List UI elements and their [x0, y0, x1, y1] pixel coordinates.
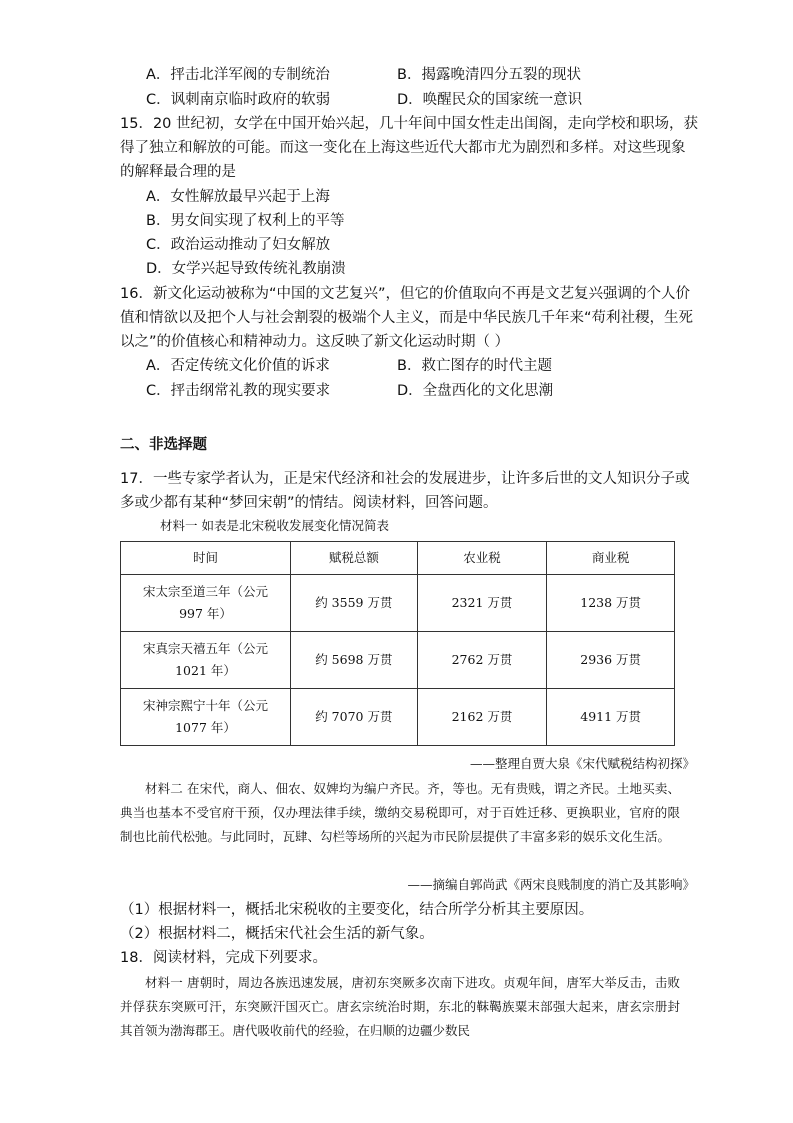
q17-stem-line2: 多或少都有某种“梦回宋朝”的情结。阅读材料，回答问题。: [120, 495, 498, 511]
q17-subquestion-2: （2）根据材料二，概括宋代社会生活的新气象。: [120, 926, 434, 942]
q17-stem-line1: 17．一些专家学者认为，正是宋代经济和社会的发展进步，让许多后世的文人知识分子或: [120, 471, 690, 487]
q16-option-d: D．全盘西化的文化思潮: [397, 383, 554, 399]
q16-option-a: A．否定传统文化价值的诉求: [146, 358, 330, 374]
q14-option-a: A．抨击北洋军阀的专制统治: [146, 67, 330, 83]
table-row: [121, 632, 675, 689]
table-cell-time: [121, 575, 291, 632]
table-cell-comm: 2936 万贯: [547, 632, 675, 689]
tax-table: [120, 541, 675, 746]
table-row: [121, 689, 675, 746]
time-part-b: 1021 年）: [175, 663, 236, 678]
table-cell-agri: 2321 万贯: [417, 575, 547, 632]
q16-stem-line2: 值和情欲以及把个人与社会割裂的极端个人主义，而是中华民族几千年来“苟利社稷，生死: [120, 310, 694, 326]
table-cell-time: [121, 689, 291, 746]
table-cell-total: 约 5698 万贯: [290, 632, 417, 689]
table-cell-agri: 2762 万贯: [417, 632, 547, 689]
q16-option-b: B．救亡图存的时代主题: [397, 358, 552, 374]
material2-text: 材料二 在宋代，商人、佃农、奴婢均为编户齐民。齐，等也。无有贵贱，谓之齐民。土地买卖、典当也基本不受官府干预，仅办理法律手续，缴纳交易税即可，对于百姓迁移、更换职业，官府的限制也比前代松弛。与此同时，瓦肆、勾栏等场所的兴起为市民阶层提供了丰富多彩的娱乐文化生活。: [120, 781, 680, 844]
table-header-cell: 商业税: [547, 542, 675, 575]
q14-option-b: B．揭露晚清四分五裂的现状: [397, 67, 581, 83]
time-part-a: 宋太宗至道三年（公元: [142, 584, 268, 599]
table-cell-total: 约 7070 万贯: [290, 689, 417, 746]
table-header-row: [121, 542, 675, 575]
table-header-cell: 农业税: [417, 542, 547, 575]
q14-option-c: C．讽刺南京临时政府的软弱: [146, 92, 331, 108]
q15-option-a: A．女性解放最早兴起于上海: [146, 189, 330, 205]
table-cell-comm: 4911 万贯: [547, 689, 675, 746]
material2-source: ——摘编自郭尚武《两宋良贱制度的消亡及其影响》: [407, 877, 695, 892]
q15-stem-line1: 15．20 世纪初，女学在中国开始兴起，几十年间中国女性走出闺阁，走向学校和职场，获: [120, 116, 699, 132]
table-cell-total: 约 3559 万贯: [290, 575, 417, 632]
table-header-cell: 时间: [121, 542, 291, 575]
q16-option-c: C．抨击纲常礼教的现实要求: [146, 383, 331, 399]
table-cell-agri: 2162 万贯: [417, 689, 547, 746]
q15-stem-line3: 的解释最合理的是: [120, 164, 236, 180]
q15-stem-line2: 得了独立和解放的可能。而这一变化在上海这些近代大都市尤为剧烈和多样。对这些现象: [120, 140, 686, 156]
q18-material1-text: 材料一 唐朝时，周边各族迅速发展，唐初东突厥多次南下进攻。贞观年间，唐军大举反击，击败并俘获东突厥可汗，东突厥汗国灭亡。唐玄宗统治时期，东北的靺鞨族粟末部强大起来，唐玄宗册封其首领为渤海郡王。唐代吸收前代的经验，在归顺的边疆少数民: [120, 975, 680, 1038]
table-row: [121, 575, 675, 632]
table-cell-comm: 1238 万贯: [547, 575, 675, 632]
q16-stem-line1: 16．新文化运动被称为“中国的文艺复兴”，但它的价值取向不再是文艺复兴强调的个人价: [120, 286, 690, 302]
time-part-a: 宋真宗天禧五年（公元: [142, 641, 268, 656]
table-cell-time: [121, 632, 291, 689]
material1-source: ——整理自贾大泉《宋代赋税结构初探》: [469, 756, 695, 771]
q16-stem-line3: 以之”的价值核心和精神动力。这反映了新文化运动时期（ ）: [120, 334, 510, 350]
table-header-cell: 赋税总额: [290, 542, 417, 575]
time-part-a: 宋神宗熙宁十年（公元: [142, 698, 268, 713]
q15-option-d: D．女学兴起导致传统礼教崩溃: [146, 261, 346, 277]
q17-subquestion-1: （1）根据材料一，概括北宋税收的主要变化，结合所学分析其主要原因。: [120, 902, 594, 918]
q18-stem: 18．阅读材料，完成下列要求。: [120, 950, 327, 966]
time-part-b: 1077 年）: [175, 720, 236, 735]
q15-option-c: C．政治运动推动了妇女解放: [146, 237, 331, 253]
q17-material1-caption: 材料一 如表是北宋税收发展变化情况简表: [160, 518, 389, 533]
section-heading: 二、非选择题: [120, 437, 207, 453]
time-part-b: 997 年）: [179, 606, 232, 621]
q14-option-d: D．唤醒民众的国家统一意识: [397, 92, 583, 108]
q15-option-b: B．男女间实现了权利上的平等: [146, 213, 345, 229]
